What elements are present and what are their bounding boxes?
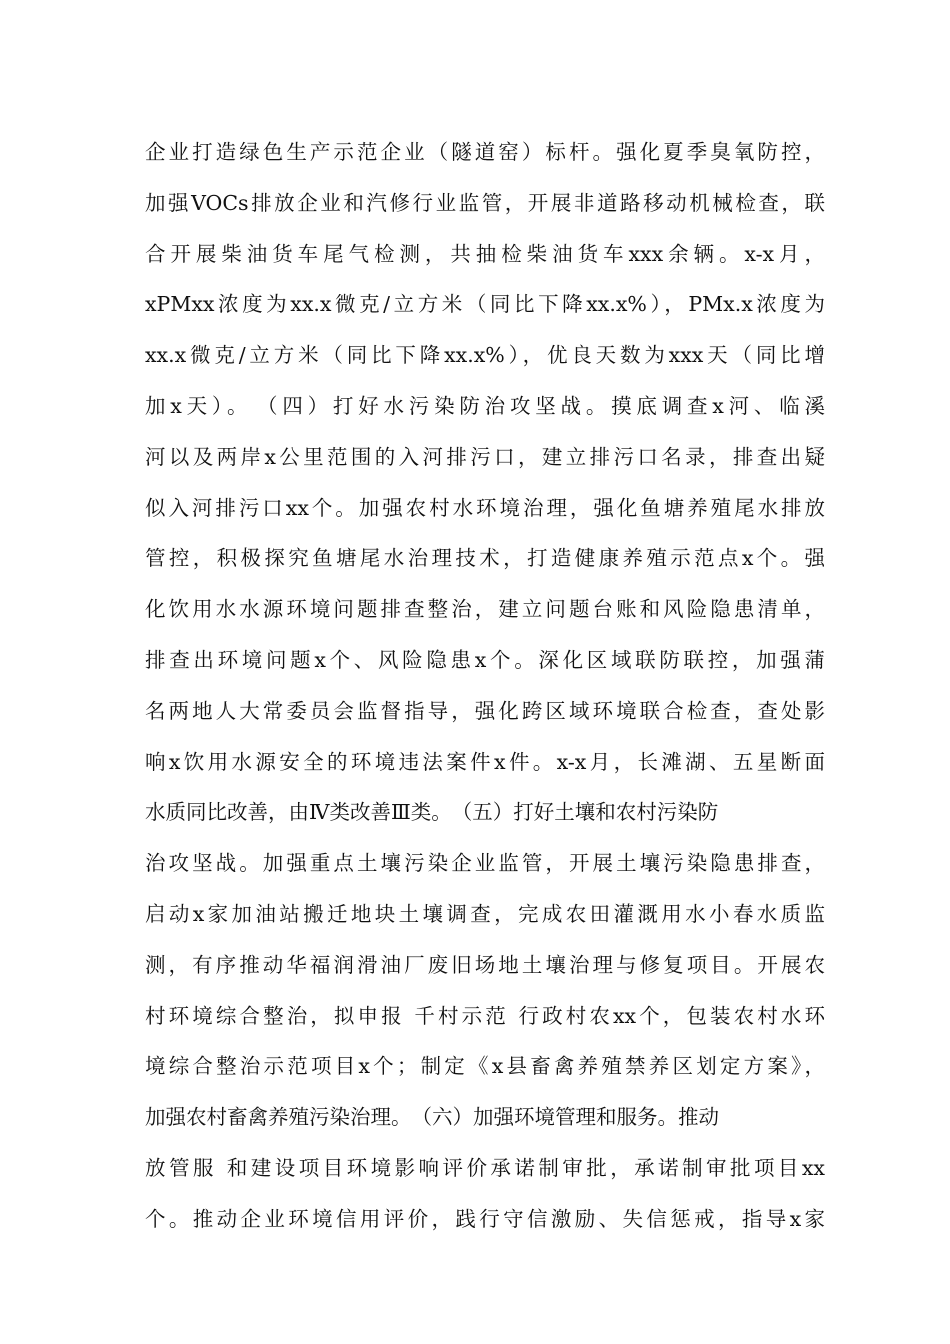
- text-line-13: 响x饮用水源安全的环境违法案件x件。x-x月，长滩湖、五星断面: [145, 749, 825, 774]
- text-line-19: 境综合整治示范项目x个；制定《x县畜禽养殖禁养区划定方案》，: [145, 1054, 825, 1079]
- text-line-22: 个。推动企业环境信用评价，践行守信激励、失信惩戒，指导x家: [145, 1206, 825, 1231]
- text-line-21: 放管服 和建设项目环境影响评价承诺制审批，承诺制审批项目xx: [145, 1155, 825, 1180]
- text-line-3: 合开展柴油货车尾气检测，共抽检柴油货车xxx余辆。x-x月，: [145, 241, 825, 266]
- text-line-5: xx.x微克/立方米（同比下降xx.x%），优良天数为xxx天（同比增: [145, 343, 825, 368]
- text-line-15: 治攻坚战。加强重点土壤污染企业监管，开展土壤污染隐患排查，: [145, 851, 825, 876]
- text-line-12: 名两地人大常委员会监督指导，强化跨区域环境联合检查，查处影: [145, 698, 825, 723]
- text-line-11: 排查出环境问题x个、风险隐患x个。深化区域联防联控，加强蒲: [145, 647, 825, 672]
- text-line-8: 似入河排污口xx个。加强农村水环境治理，强化鱼塘养殖尾水排放: [145, 495, 825, 520]
- text-line-6: 加x天）。 （四）打好水污染防治攻坚战。摸底调查x河、临溪: [145, 393, 825, 418]
- text-line-9: 管控，积极探究鱼塘尾水治理技术，打造健康养殖示范点x个。强: [145, 546, 825, 571]
- text-line-20: 加强农村畜禽养殖污染治理。 （六）加强环境管理和服务。推动: [145, 1105, 719, 1130]
- text-line-4: xPMxx浓度为xx.x微克/立方米（同比下降xx.x%），PMx.x浓度为: [145, 292, 825, 317]
- text-line-10: 化饮用水水源环境问题排查整治，建立问题台账和风险隐患清单，: [145, 597, 825, 622]
- text-line-18: 村环境综合整治，拟申报 千村示范 行政村农xx个，包装农村水环: [145, 1003, 825, 1028]
- text-line-2: 加强VOCs排放企业和汽修行业监管，开展非道路移动机械检查，联: [145, 190, 825, 215]
- text-line-17: 测，有序推动华福润滑油厂废旧场地土壤治理与修复项目。开展农: [145, 952, 825, 977]
- text-line-1: 企业打造绿色生产示范企业（隧道窑）标杆。强化夏季臭氧防控，: [145, 140, 825, 164]
- text-line-14: 水质同比改善，由Ⅳ类改善Ⅲ类。 （五）打好土壤和农村污染防: [145, 800, 719, 825]
- text-line-7: 河以及两岸x公里范围的入河排污口，建立排污口名录，排查出疑: [145, 444, 825, 469]
- text-line-16: 启动x家加油站搬迁地块土壤调查，完成农田灌溉用水小春水质监: [145, 901, 825, 926]
- body-text: [145, 127, 825, 1245]
